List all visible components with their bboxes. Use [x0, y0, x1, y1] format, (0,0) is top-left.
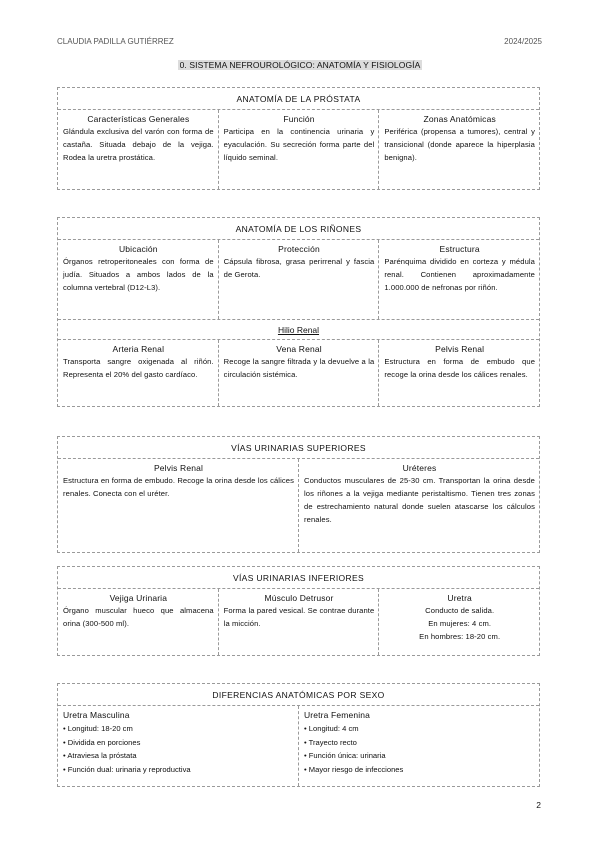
renal-hilum-heading-text: Hilio Renal	[277, 325, 320, 335]
section-title: VÍAS URINARIAS SUPERIORES	[58, 437, 539, 459]
column-renal-pelvis	[378, 340, 539, 406]
prostate-anatomy-section	[57, 87, 540, 190]
column-heading: Pelvis Renal	[435, 344, 485, 354]
renal-hilum-heading	[58, 319, 539, 340]
list-item: • Mayor riesgo de infecciones	[304, 764, 404, 774]
column-text: Forma la pared vesical. Se contrae durante la micción.	[223, 606, 375, 628]
list-item: • Trayecto recto	[304, 737, 357, 747]
column-text: Glándula exclusiva del varón con forma de castaña. Situada debajo de la vejiga. Rodea la uretra prostática.	[63, 127, 214, 162]
list-item: • Dividida en porciones	[63, 737, 141, 747]
upper-urinary-tract-section	[57, 436, 540, 553]
column-text: Transporta sangre oxigenada al riñón. Representa el 20% del gasto cardíaco.	[63, 357, 214, 379]
column-text: Recoge la sangre filtrada y la devuelve a la circulación sistémica.	[223, 357, 375, 379]
column-ureters	[298, 459, 539, 552]
column-heading: Ubicación	[118, 244, 158, 254]
column-text: Parénquima dividido en corteza y médula renal. Contienen aproximadamente 1.000.000 de nefronas por riñón.	[384, 257, 536, 292]
bullet-list	[63, 722, 294, 776]
kidney-anatomy-section	[57, 217, 540, 407]
column-general-characteristics	[58, 110, 218, 189]
column-text: Participa en la continencia urinaria y eyaculación. Su secreción forma parte del líquido seminal.	[223, 127, 375, 162]
column-heading: Protección	[278, 244, 320, 254]
list-item: • Función dual: urinaria y reproductiva	[63, 764, 191, 774]
section-title: DIFERENCIAS ANATÓMICAS POR SEXO	[58, 684, 539, 706]
column-male-urethra	[58, 706, 298, 786]
section-row	[58, 459, 539, 552]
page-number: 2	[536, 800, 541, 810]
column-heading: Vena Renal	[276, 344, 322, 354]
document-title	[0, 60, 600, 70]
column-urethra	[378, 589, 539, 655]
column-heading: Pelvis Renal	[153, 463, 204, 473]
column-heading: Arteria Renal	[112, 344, 165, 354]
lower-urinary-tract-section	[57, 566, 540, 656]
column-renal-vein	[218, 340, 379, 406]
section-row	[58, 589, 539, 655]
column-text-line: En mujeres: 4 cm.	[428, 619, 492, 628]
list-item: • Función única: urinaria	[304, 751, 386, 760]
column-heading: Uretra	[447, 593, 472, 603]
column-heading: Uréteres	[402, 463, 437, 473]
document-title-text: 0. SISTEMA NEFROUROLÓGICO: ANATOMÍA Y FISIOLOGÍA	[179, 60, 421, 70]
academic-year: 2024/2025	[504, 37, 542, 46]
column-heading: Músculo Detrusor	[264, 593, 334, 603]
column-location	[58, 240, 218, 319]
column-heading: Estructura	[439, 244, 480, 254]
column-female-urethra	[298, 706, 539, 786]
column-text: Órganos retroperitoneales con forma de judía. Situados a ambos lados de la columna vertebral (D12-L3).	[63, 257, 214, 292]
column-heading: Uretra Femenina	[304, 710, 371, 720]
column-renal-pelvis	[58, 459, 298, 552]
column-urinary-bladder	[58, 589, 218, 655]
column-text-line: Conducto de salida.	[425, 606, 495, 615]
column-renal-artery	[58, 340, 218, 406]
column-anatomical-zones	[378, 110, 539, 189]
column-text: Estructura en forma de embudo que recoge la orina desde los cálices renales.	[384, 357, 536, 379]
section-row	[58, 110, 539, 189]
column-structure	[378, 240, 539, 319]
column-text-line: En hombres: 18-20 cm.	[419, 632, 501, 641]
section-row	[58, 706, 539, 786]
column-heading: Uretra Masculina	[63, 710, 130, 720]
column-heading: Vejiga Urinaria	[109, 593, 168, 603]
list-item: • Longitud: 4 cm	[304, 724, 359, 733]
column-text: Periférica (propensa a tumores), central y transicional (donde aparece la hiperplasia benigna).	[384, 127, 536, 162]
bullet-list	[304, 722, 535, 776]
section-title: ANATOMÍA DE LOS RIÑONES	[58, 218, 539, 240]
section-row	[58, 240, 539, 319]
section-row	[58, 340, 539, 406]
column-text: Conductos musculares de 25-30 cm. Transportan la orina desde los riñones a la vejiga mediante peristaltismo. Tienen tres zonas de estrechamiento natural donde suelen atascarse los cálculos renales.	[304, 476, 535, 524]
column-text: Estructura en forma de embudo. Recoge la orina desde los cálices renales. Conecta con el uréter.	[63, 476, 294, 498]
list-item: • Longitud: 18-20 cm	[63, 724, 133, 733]
section-title: VÍAS URINARIAS INFERIORES	[58, 567, 539, 589]
list-item: • Atraviesa la próstata	[63, 751, 137, 760]
sex-differences-section	[57, 683, 540, 787]
column-heading: Función	[283, 114, 315, 124]
column-protection	[218, 240, 379, 319]
column-text: Cápsula fibrosa, grasa perirrenal y fascia de Gerota.	[223, 257, 375, 279]
column-heading: Características Generales	[87, 114, 190, 124]
column-detrusor-muscle	[218, 589, 379, 655]
section-title: ANATOMÍA DE LA PRÓSTATA	[58, 88, 539, 110]
column-text: Órgano muscular hueco que almacena orina (300-500 ml).	[63, 606, 214, 628]
column-heading: Zonas Anatómicas	[423, 114, 496, 124]
author-name: CLAUDIA PADILLA GUTIÉRREZ	[57, 37, 174, 46]
column-function	[218, 110, 379, 189]
